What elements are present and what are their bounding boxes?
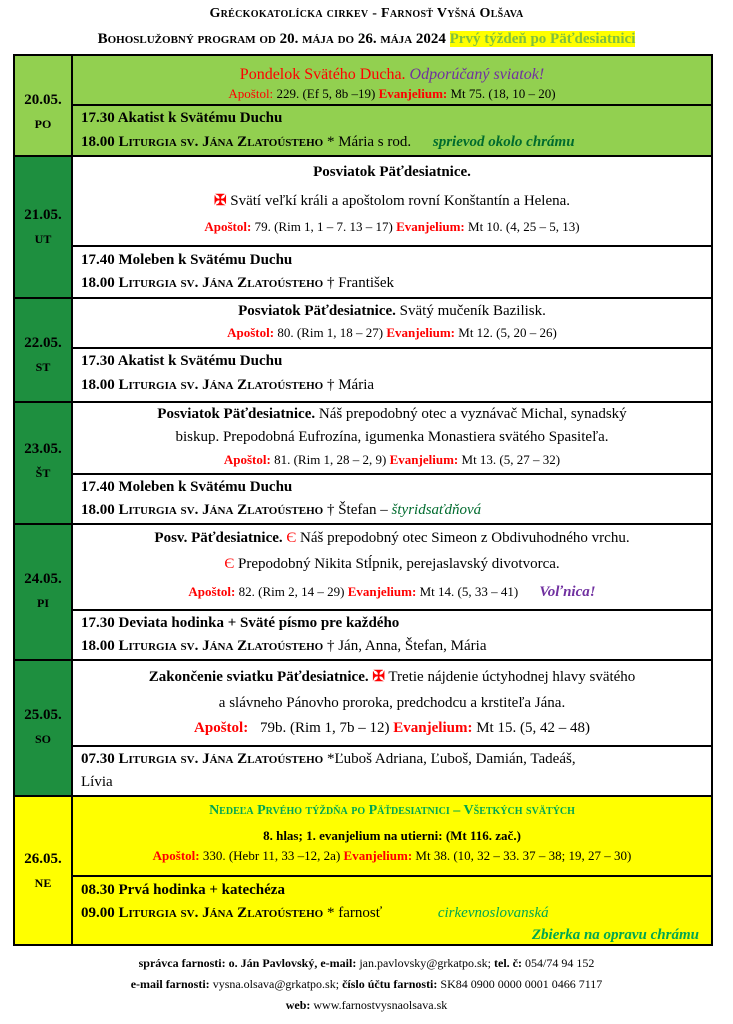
services-cell bbox=[71, 745, 711, 795]
apostol-label: Apoštol: bbox=[204, 219, 252, 234]
feast-saints: Svätý mučeník Bazilisk. bbox=[399, 303, 546, 319]
feast-saints: Tretie nájdenie úctyhodnej hlavy svätého bbox=[388, 669, 636, 685]
footer-value: o. Ján Pavlovský, bbox=[228, 956, 318, 970]
services-cell bbox=[71, 347, 711, 401]
readings-line bbox=[73, 848, 711, 864]
day-cell bbox=[15, 403, 71, 523]
day-weekday: SO bbox=[34, 732, 51, 746]
schedule-table bbox=[13, 54, 713, 946]
day-weekday: ŠT bbox=[35, 466, 51, 480]
footer-label: tel. č: bbox=[494, 956, 522, 970]
footer-account: SK84 0900 0000 0001 0466 7117 bbox=[440, 977, 603, 991]
service-time: 08.30 bbox=[81, 882, 115, 898]
feast-title: Pondelok Svätého Ducha. bbox=[239, 66, 406, 83]
fast-free-note: Voľnica! bbox=[539, 584, 596, 600]
feast-line2: a slávneho Pánovho proroka, predchodcu a krstiteľa Jána. bbox=[218, 695, 566, 711]
feast-saints: Svätí veľkí králi a apoštolom rovní Konštantín a Helena. bbox=[230, 193, 571, 209]
service-time: 17.30 bbox=[81, 615, 115, 631]
service-note: štyridsaťdňová bbox=[391, 502, 482, 518]
footer-label: správca farnosti: bbox=[138, 956, 226, 970]
evanjelium-value: Mt 12. (5, 20 – 26) bbox=[458, 325, 557, 340]
footer-web-link[interactable]: www.farnostvysnaolsava.sk bbox=[313, 998, 448, 1012]
apostol-label: Apoštol: bbox=[227, 325, 275, 340]
feast-line2 bbox=[73, 556, 711, 573]
footer-email[interactable]: vysna.olsava@grkatpo.sk; bbox=[212, 977, 340, 991]
day-weekday: ST bbox=[35, 360, 51, 374]
saint-icon: Є bbox=[224, 556, 235, 572]
services-cell bbox=[71, 104, 711, 155]
feast-line bbox=[73, 406, 711, 423]
apostol-value: 81. (Rim 1, 28 – 2, 9) bbox=[274, 452, 387, 467]
day-row-21 bbox=[15, 155, 711, 299]
service-intention: *Ľuboš Adriana, Ľuboš, Damián, Tadeáš, bbox=[326, 751, 576, 767]
service-name: Liturgia sv. Jána Zlatoústeho bbox=[118, 134, 324, 150]
service-line bbox=[81, 110, 719, 127]
church-title: Gréckokatolícka cirkev - Farnosť Vyšná Olšava bbox=[209, 6, 524, 21]
collection-note: Zbierka na opravu chrámu bbox=[531, 927, 699, 943]
service-time: 07.30 bbox=[81, 751, 115, 767]
feast-line bbox=[73, 66, 711, 84]
feast-saints: Náš prepodobný otec Simeon z Obdivuhodného vrchu. bbox=[300, 530, 630, 546]
day-cell bbox=[15, 525, 71, 659]
apostol-label: Apoštol: bbox=[194, 720, 249, 736]
feast-cell bbox=[71, 403, 711, 473]
feast-saints: Prepodobný Nikita Stĺpnik, perejaslavský divotvorca. bbox=[238, 556, 560, 572]
day-cell bbox=[15, 661, 71, 795]
service-line bbox=[81, 882, 719, 899]
footer-label: číslo účtu farnosti: bbox=[342, 977, 438, 991]
day-row-20 bbox=[15, 56, 711, 155]
services-cell bbox=[71, 609, 711, 659]
program-title bbox=[0, 31, 733, 48]
day-row-22 bbox=[15, 297, 711, 403]
evanjelium-label: Evanjelium: bbox=[389, 452, 459, 467]
feast-saints: Náš prepodobný otec a vyznávač Michal, synadský bbox=[318, 406, 627, 422]
apostol-label: Apoštol: bbox=[152, 848, 200, 863]
day-date: 21.05. bbox=[24, 207, 62, 223]
footer-label: web: bbox=[285, 998, 311, 1012]
service-line bbox=[81, 751, 719, 768]
readings-line bbox=[73, 584, 711, 601]
day-cell bbox=[15, 157, 71, 297]
apostol-value: 79b. (Rim 1, 7b – 12) bbox=[259, 720, 390, 736]
feast-title: Posv. Päťdesiatnice. bbox=[154, 530, 283, 546]
service-line bbox=[81, 502, 719, 519]
feast-cell bbox=[71, 661, 711, 745]
evanjelium-value: Mt 75. (18, 10 – 20) bbox=[450, 86, 556, 101]
apostol-value: 80. (Rim 1, 18 – 27) bbox=[277, 325, 384, 340]
apostol-label: Apoštol: bbox=[228, 86, 274, 101]
service-line bbox=[81, 275, 719, 292]
evanjelium-value: Mt 14. (5, 33 – 41) bbox=[419, 584, 519, 599]
services-cell bbox=[71, 473, 711, 523]
service-name: Akatist k Svätému Duchu bbox=[117, 353, 283, 369]
day-cell bbox=[15, 56, 71, 155]
service-time: 18.00 bbox=[81, 502, 115, 518]
day-weekday: UT bbox=[34, 232, 52, 246]
day-weekday: PO bbox=[34, 117, 52, 131]
service-intention: † Mária bbox=[326, 377, 375, 393]
service-time: 17.30 bbox=[81, 110, 115, 126]
apostol-value: 79. (Rim 1, 1 – 7. 13 – 17) bbox=[254, 219, 393, 234]
services-cell bbox=[71, 875, 711, 944]
feast-title: Posviatok Päťdesiatnice. bbox=[157, 406, 316, 422]
day-date: 26.05. bbox=[24, 851, 62, 867]
evanjelium-value: Mt 13. (5, 27 – 32) bbox=[461, 452, 561, 467]
evanjelium-label: Evanjelium: bbox=[347, 584, 417, 599]
evanjelium-label: Evanjelium: bbox=[396, 219, 465, 234]
feast-title: Posviatok Päťdesiatnice. bbox=[238, 303, 396, 319]
readings-line bbox=[73, 219, 711, 235]
day-weekday: PI bbox=[37, 596, 49, 610]
service-time: 09.00 bbox=[81, 905, 115, 921]
feast-line2 bbox=[73, 191, 711, 210]
footer-line1 bbox=[0, 956, 733, 971]
service-note: sprievod okolo chrámu bbox=[432, 134, 575, 150]
service-line bbox=[81, 353, 719, 370]
services-cell bbox=[71, 245, 711, 297]
service-name: Deviata hodinka + Sväté písmo pre každého bbox=[118, 615, 400, 631]
footer-label: e-mail farnosti: bbox=[130, 977, 210, 991]
service-name: Moleben k Svätému Duchu bbox=[118, 479, 293, 495]
readings-line bbox=[73, 720, 711, 737]
service-time: 18.00 bbox=[81, 377, 115, 393]
service-name: Liturgia sv. Jána Zlatoústeho bbox=[118, 502, 324, 518]
apostol-value: 82. (Rim 2, 14 – 29) bbox=[238, 584, 345, 599]
service-time: 17.40 bbox=[81, 252, 115, 268]
feast-title: Posviatok Päťdesiatnice. bbox=[313, 164, 471, 180]
service-line bbox=[81, 134, 719, 151]
service-name: Liturgia sv. Jána Zlatoústeho bbox=[118, 638, 324, 654]
footer-label: e-mail: bbox=[320, 956, 357, 970]
evanjelium-value: Mt 15. (5, 42 – 48) bbox=[476, 720, 590, 736]
service-intention: † Štefan – bbox=[326, 502, 388, 518]
feast-line2: biskup. Prepodobná Eufrozína, igumenka Monastiera svätého Spasiteľa. bbox=[175, 429, 609, 445]
service-name: Moleben k Svätému Duchu bbox=[118, 252, 293, 268]
feast-cell bbox=[71, 157, 711, 245]
evanjelium-value: Mt 10. (4, 25 – 5, 13) bbox=[468, 219, 580, 234]
service-time: 18.00 bbox=[81, 275, 115, 291]
day-cell bbox=[15, 797, 71, 944]
week-label: Prvý týždeň po Päťdesiatnici bbox=[449, 31, 636, 47]
saint-icon: Є bbox=[286, 530, 297, 546]
service-intention: * Mária s rod. bbox=[326, 134, 412, 150]
service-intention-cont: Lívia bbox=[81, 774, 113, 790]
feast-line bbox=[73, 530, 711, 547]
program-range: Bohoslužobný program od 20. mája do 26. mája 2024 bbox=[97, 31, 446, 47]
service-line bbox=[81, 638, 719, 655]
service-time: 17.40 bbox=[81, 479, 115, 495]
apostol-label: Apoštol: bbox=[223, 452, 271, 467]
feast-note: Odporúčaný sviatok! bbox=[409, 66, 545, 83]
service-time: 18.00 bbox=[81, 134, 115, 150]
apostol-label: Apoštol: bbox=[188, 584, 236, 599]
service-name: Liturgia sv. Jána Zlatoústeho bbox=[118, 905, 324, 921]
service-time: 17.30 bbox=[81, 353, 115, 369]
service-name: Akatist k Svätému Duchu bbox=[117, 110, 283, 126]
service-intention: * farnosť bbox=[326, 905, 383, 921]
service-note: cirkevnoslovanská bbox=[437, 905, 549, 921]
day-date: 20.05. bbox=[24, 92, 62, 108]
evanjelium-label: Evanjelium: bbox=[386, 325, 456, 340]
service-line bbox=[81, 252, 719, 269]
readings-line bbox=[73, 86, 711, 102]
footer-phone: 054/74 94 152 bbox=[525, 956, 595, 970]
service-name: Liturgia sv. Jána Zlatoústeho bbox=[118, 751, 324, 767]
day-date: 22.05. bbox=[24, 335, 62, 351]
cross-icon: ✠ bbox=[372, 669, 385, 685]
apostol-value: 330. (Hebr 11, 33 –12, 2a) bbox=[202, 848, 341, 863]
service-name: Liturgia sv. Jána Zlatoústeho bbox=[118, 377, 324, 393]
day-cell bbox=[15, 299, 71, 401]
evanjelium-label: Evanjelium: bbox=[393, 720, 473, 736]
cross-icon: ✠ bbox=[213, 193, 227, 209]
feast-line bbox=[73, 667, 711, 686]
day-row-25 bbox=[15, 659, 711, 797]
footer-line2 bbox=[0, 977, 733, 992]
footer-line3 bbox=[0, 998, 733, 1013]
feast-line2: 8. hlas; 1. evanjelium na utierni: (Mt 116. zač.) bbox=[263, 828, 521, 843]
feast-title: Nedeľa Prvého týždňa po Päťdesiatnici – Všetkých svätých bbox=[209, 803, 575, 818]
day-date: 24.05. bbox=[24, 571, 62, 587]
footer-email[interactable]: jan.pavlovsky@grkatpo.sk; bbox=[359, 956, 492, 970]
day-row-23 bbox=[15, 401, 711, 525]
evanjelium-value: Mt 38. (10, 32 – 33. 37 – 38; 19, 27 – 30) bbox=[415, 848, 632, 863]
readings-line bbox=[73, 325, 711, 341]
service-intention: † František bbox=[326, 275, 395, 291]
day-weekday: NE bbox=[34, 876, 52, 890]
evanjelium-label: Evanjelium: bbox=[378, 86, 448, 101]
service-name: Prvá hodinka + katechéza bbox=[118, 882, 285, 898]
apostol-value: 229. (Ef 5, 8b –19) bbox=[276, 86, 376, 101]
service-intention: † Ján, Anna, Štefan, Mária bbox=[326, 638, 487, 654]
service-name: Liturgia sv. Jána Zlatoústeho bbox=[118, 275, 324, 291]
day-date: 23.05. bbox=[24, 441, 62, 457]
service-line bbox=[81, 377, 719, 394]
day-date: 25.05. bbox=[24, 707, 62, 723]
feast-cell bbox=[71, 299, 711, 347]
evanjelium-label: Evanjelium: bbox=[343, 848, 413, 863]
day-row-26 bbox=[15, 795, 711, 946]
feast-cell bbox=[71, 797, 711, 875]
day-row-24 bbox=[15, 523, 711, 661]
feast-cell bbox=[71, 525, 711, 609]
feast-line bbox=[73, 303, 711, 320]
service-time: 18.00 bbox=[81, 638, 115, 654]
service-line bbox=[81, 905, 719, 922]
feast-cell bbox=[71, 56, 711, 104]
readings-line bbox=[73, 452, 711, 468]
service-line bbox=[81, 479, 719, 496]
service-line bbox=[81, 615, 719, 632]
feast-title: Zakončenie sviatku Päťdesiatnice. bbox=[148, 669, 369, 685]
